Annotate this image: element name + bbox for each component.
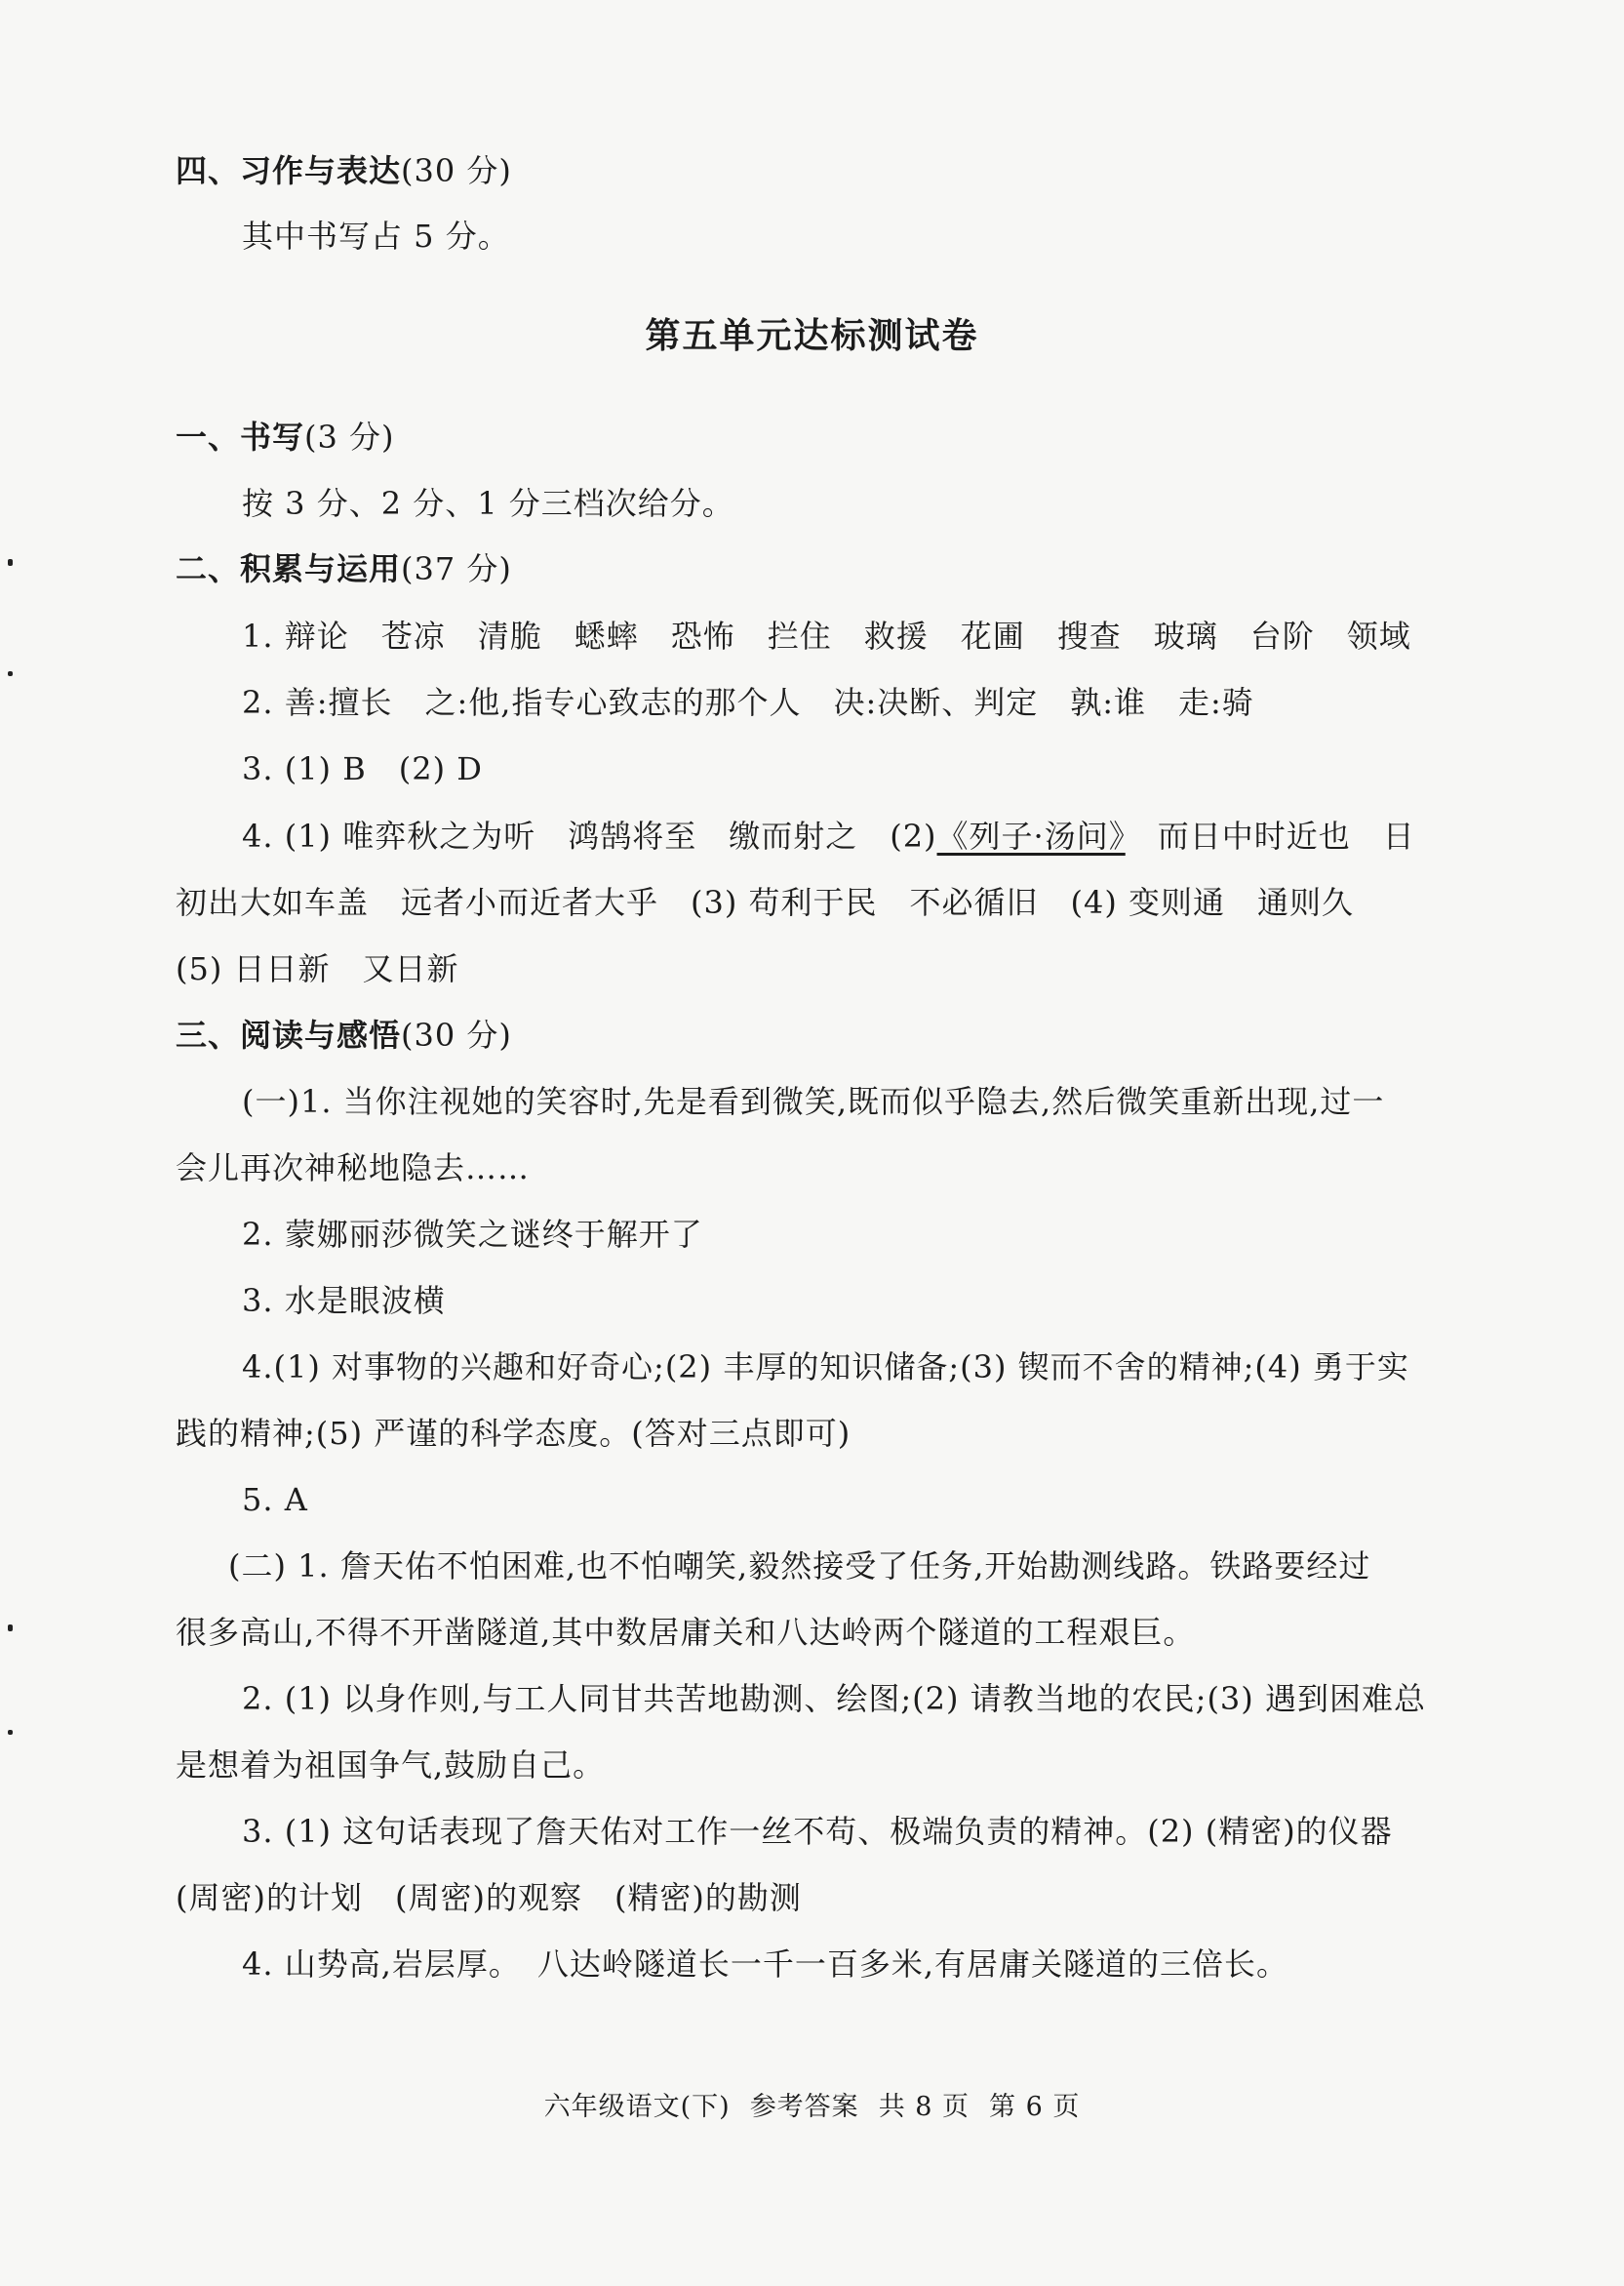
answer-line: (5) 日日新 又日新 [176, 950, 459, 987]
footer-label: 参考答案 [749, 2092, 859, 2122]
answer-line: (周密)的计划 (周密)的观察 (精密)的勘测 [176, 1879, 802, 1916]
answer-line: 3. (1) 这句话表现了詹天佑对工作一丝不苟、极端负责的精神。(2) (精密)的仪器 [242, 1813, 1393, 1850]
scan-speck [8, 1624, 13, 1631]
page-title: 第五单元达标测试卷 [645, 316, 979, 356]
answer-line: 4.(1) 对事物的兴趣和好奇心;(2) 丰厚的知识储备;(3) 锲而不舍的精神;(4) 勇于实 [242, 1348, 1409, 1385]
scan-speck [8, 671, 13, 676]
footer-total-pages: 共 8 页 [878, 2092, 970, 2122]
section-heading-reading: 三、阅读与感悟(30 分) [176, 1017, 512, 1054]
footer-subject: 六年级语文(下) [543, 2092, 731, 2122]
answer-line: 会儿再次神秘地隐去…… [176, 1149, 531, 1186]
answer-line: 4. 山势高,岩层厚。 八达岭隧道长一千一百多米,有居庸关隧道的三倍长。 [242, 1945, 1289, 1983]
section-heading-accumulation: 二、积累与运用(37 分) [176, 550, 512, 587]
book-title-underlined: 《列子·汤问》 [936, 818, 1126, 855]
answer-line: 其中书写占 5 分。 [242, 218, 510, 255]
answer-line: 是想着为祖国争气,鼓励自己。 [176, 1746, 606, 1784]
answer-line: 按 3 分、2 分、1 分三档次给分。 [242, 485, 734, 522]
page-footer [0, 2090, 1624, 2125]
answer-line: 2. 蒙娜丽莎微笑之谜终于解开了 [242, 1216, 703, 1253]
section-heading-handwriting: 一、书写(3 分) [176, 419, 395, 456]
answer-line: 2. (1) 以身作则,与工人同甘共苦地勘测、绘图;(2) 请教当地的农民;(3) 遇到困难总 [242, 1680, 1426, 1717]
answer-line: 5. A [242, 1481, 308, 1518]
answer-line: 3. (1) B (2) D [242, 750, 483, 787]
section-heading-writing-expression: 四、习作与表达(30 分) [176, 152, 512, 189]
answer-line: 践的精神;(5) 严谨的科学态度。(答对三点即可) [176, 1415, 852, 1452]
answer-line: (一)1. 当你注视她的笑容时,先是看到微笑,既而似乎隐去,然后微笑重新出现,过一 [242, 1083, 1385, 1120]
answer-line: (二) 1. 詹天佑不怕困难,也不怕嘲笑,毅然接受了任务,开始勘测线路。铁路要经过 [228, 1547, 1371, 1584]
answer-line: 4. (1) 唯弈秋之为听 鸿鹄将至 缴而射之 (2)《列子·汤问》 而日中时近也 日 [242, 818, 1415, 855]
footer-page-number: 第 6 页 [989, 2092, 1081, 2122]
answer-line: 很多高山,不得不开凿隧道,其中数居庸关和八达岭两个隧道的工程艰巨。 [176, 1614, 1196, 1651]
answer-line: 初出大如车盖 远者小而近者大乎 (3) 苟利于民 不必循旧 (4) 变则通 通则久 [176, 884, 1355, 921]
answer-line: 1. 辩论 苍凉 清脆 蟋蟀 恐怖 拦住 救援 花圃 搜查 玻璃 台阶 领域 [242, 618, 1411, 655]
answer-line: 3. 水是眼波横 [242, 1282, 446, 1319]
scan-speck [8, 1730, 13, 1735]
answer-line: 2. 善:擅长 之:他,指专心致志的那个人 决:决断、判定 孰:谁 走:骑 [242, 684, 1254, 721]
scan-speck [8, 559, 13, 566]
